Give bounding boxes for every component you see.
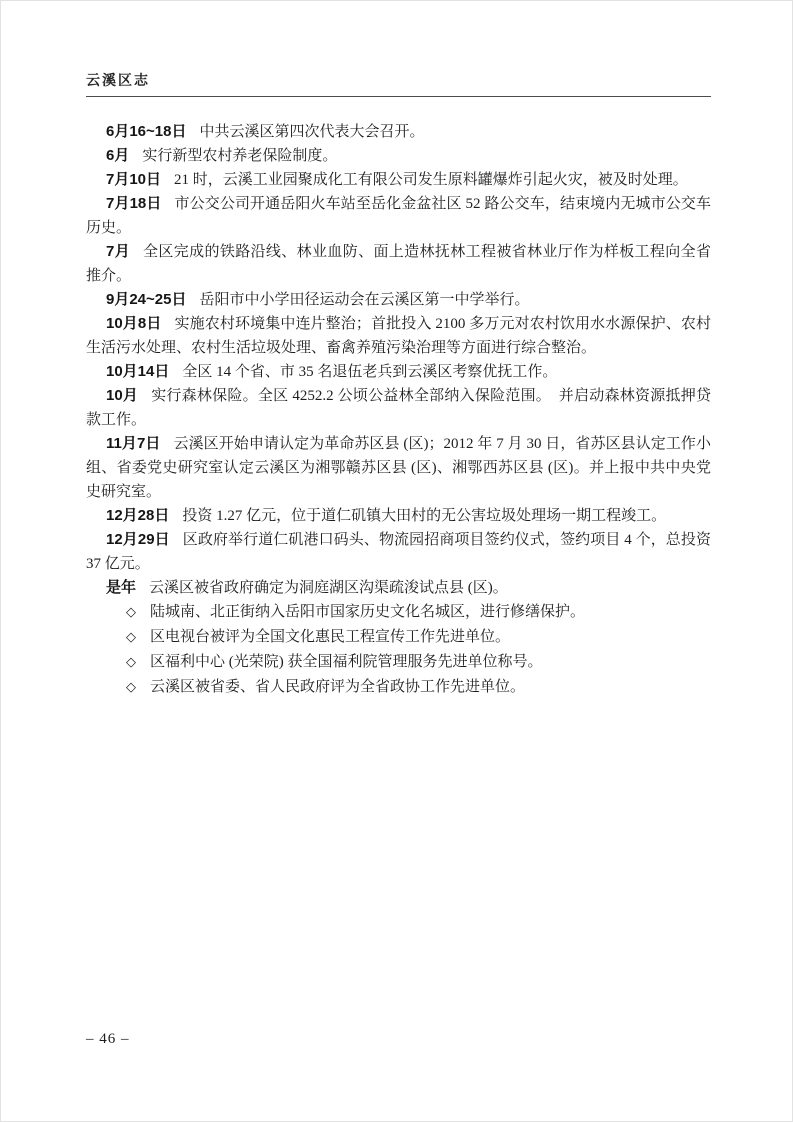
highlight-text: 区福利中心 (光荣院) 获全国福利院管理服务先进单位称号。 [150, 654, 543, 670]
chronicle-entry [86, 384, 711, 432]
diamond-bullet-icon: ◇ [126, 680, 136, 695]
chronicle-entry [86, 144, 711, 168]
chronicle-highlight [86, 650, 711, 675]
entry-date: 9月24~25日 [106, 291, 187, 308]
entry-text: 投资 1.27 亿元，位于道仁矶镇大田村的无公害垃圾处理场一期工程竣工。 [182, 508, 667, 524]
chronicle-entry [86, 432, 711, 504]
chronicle-entry [86, 240, 711, 288]
chronicle-entry [86, 528, 711, 576]
entry-text: 市公交公司开通岳阳火车站至岳化金盆社区 52 路公交车，结束境内无城市公交车历史。 [86, 196, 711, 236]
chronicle-highlight [86, 625, 711, 650]
chronicle-entry [86, 360, 711, 384]
chronicle-content [86, 120, 711, 700]
entry-text: 中共云溪区第四次代表大会召开。 [199, 124, 425, 140]
chronicle-highlight [86, 600, 711, 625]
entry-text: 岳阳市中小学田径运动会在云溪区第一中学举行。 [199, 292, 530, 308]
chronicle-entry [86, 504, 711, 528]
entry-text: 实行新型农村养老保险制度。 [142, 148, 338, 164]
diamond-bullet-icon: ◇ [126, 605, 136, 620]
entry-date: 7月10日 [106, 171, 162, 188]
chronicle-entry [86, 192, 711, 240]
entry-text: 全区 14 个省、市 35 名退伍老兵到云溪区考察优抚工作。 [182, 364, 558, 380]
page-footer [86, 1030, 130, 1048]
running-header-title: 云溪区志 [86, 72, 150, 88]
entry-date: 10月14日 [106, 363, 170, 380]
highlight-text: 云溪区被省委、省人民政府评为全省政协工作先进单位。 [150, 679, 526, 695]
entry-date: 12月29日 [106, 531, 170, 548]
chronicle-entry [86, 576, 711, 600]
entry-date: 12月28日 [106, 507, 170, 524]
chronicle-entry [86, 120, 711, 144]
entry-text: 云溪区被省政府确定为洞庭湖区沟渠疏浚试点县 (区)。 [149, 580, 508, 596]
entry-text: 21 时，云溪工业园聚成化工有限公司发生原料罐爆炸引起火灾，被及时处理。 [174, 172, 688, 188]
chronicle-entry [86, 312, 711, 360]
entry-date: 7月18日 [106, 195, 162, 212]
entry-date: 6月16~18日 [106, 123, 187, 140]
entry-date: 6月 [106, 147, 130, 164]
entry-text: 全区完成的铁路沿线、林业血防、面上造林抚林工程被省林业厅作为样板工程向全省推介。 [86, 244, 711, 284]
entry-date: 11月7日 [106, 435, 161, 452]
highlight-text: 区电视台被评为全国文化惠民工程宣传工作先进单位。 [150, 629, 511, 645]
entry-text: 实施农村环境集中连片整治；首批投入 2100 多万元对农村饮用水水源保护、农村生活污水处理、农村生活垃圾处理、畜禽养殖污染治理等方面进行综合整治。 [86, 316, 711, 356]
entry-date: 7月 [106, 243, 131, 260]
entry-date: 10月8日 [106, 315, 162, 332]
header-rule [86, 96, 711, 97]
entry-date: 是年 [106, 579, 137, 596]
diamond-bullet-icon: ◇ [126, 630, 136, 645]
chronicle-entry [86, 288, 711, 312]
highlight-text: 陆城南、北正街纳入岳阳市国家历史文化名城区，进行修缮保护。 [150, 604, 586, 620]
page-number: – 46 – [86, 1031, 130, 1047]
chronicle-entry [86, 168, 711, 192]
entry-text: 云溪区开始申请认定为革命苏区县 (区)；2012 年 7 月 30 日，省苏区县认定工作小组、省委党史研究室认定云溪区为湘鄂赣苏区县 (区)、湘鄂西苏区县 (区)。并上报中共中央党史研究室。 [86, 436, 712, 500]
entry-text: 实行森林保险。全区 4252.2 公顷公益林全部纳入保险范围。 并启动森林资源抵押贷款工作。 [86, 388, 711, 428]
diamond-bullet-icon: ◇ [126, 655, 136, 670]
entry-text: 区政府举行道仁矶港口码头、物流园招商项目签约仪式，签约项目 4 个，总投资 37 亿元。 [86, 532, 711, 572]
chronicle-highlight [86, 675, 711, 700]
entry-date: 10月 [106, 387, 139, 404]
running-header [86, 72, 711, 97]
